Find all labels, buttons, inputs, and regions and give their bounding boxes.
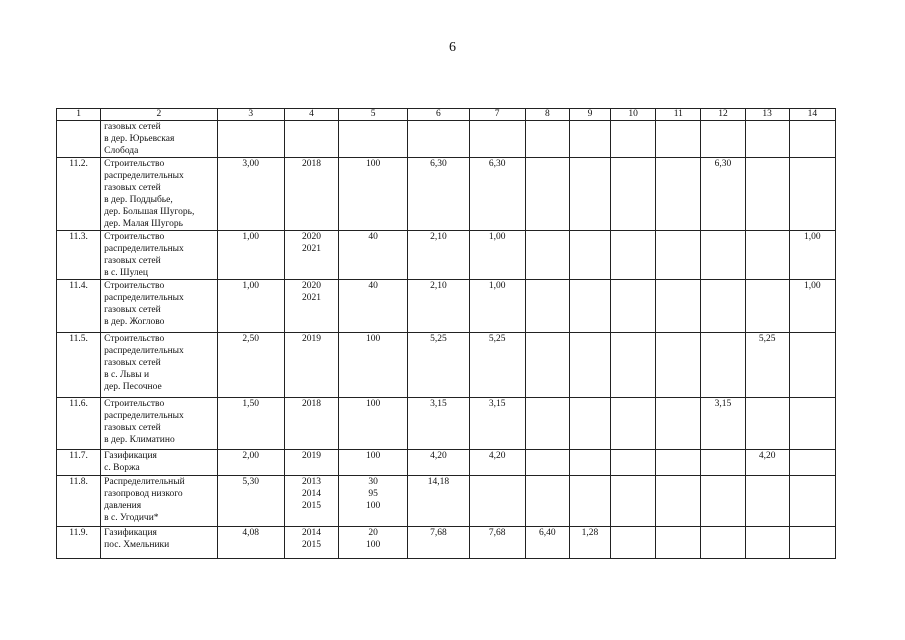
object-name-cell: газовых сетей в дер. Юрьевская Слобода [101,121,217,158]
value-cell [408,121,469,158]
value-cell: 4,20 [469,450,525,476]
value-cell: 7,68 [469,527,525,559]
value-cell [656,231,701,280]
row-number-cell: 11.4. [57,280,101,333]
object-name-cell: Строительство распределительных газовых сетей в дер. Климатино [101,398,217,450]
value-cell [656,158,701,231]
value-cell: 7,68 [408,527,469,559]
row-number-cell: 11.7. [57,450,101,476]
value-cell [525,280,569,333]
value-cell: 5,30 [217,476,284,527]
value-cell [525,333,569,398]
header-cell: 9 [569,109,610,121]
value-cell [284,121,338,158]
value-cell: 3,15 [469,398,525,450]
value-cell: 1,00 [789,280,835,333]
table-row [57,398,836,450]
value-cell [656,398,701,450]
value-cell: 3,15 [701,398,745,450]
value-cell [789,333,835,398]
value-cell [569,158,610,231]
table-row [57,121,836,158]
value-cell [656,121,701,158]
value-cell [701,476,745,527]
value-cell [656,476,701,527]
value-cell [569,333,610,398]
value-cell: 5,25 [469,333,525,398]
value-cell [611,450,656,476]
value-cell: 1,00 [217,231,284,280]
row-number-cell [57,121,101,158]
row-number-cell: 11.2. [57,158,101,231]
table-row [57,280,836,333]
value-cell: 2,00 [217,450,284,476]
object-name-cell: Газификация с. Воржа [101,450,217,476]
value-cell: 20 100 [339,527,408,559]
value-cell: 30 95 100 [339,476,408,527]
object-name-cell: Строительство распределительных газовых сетей в дер. Жоглово [101,280,217,333]
value-cell [525,231,569,280]
value-cell: 6,30 [701,158,745,231]
value-cell: 5,25 [408,333,469,398]
value-cell: 100 [339,333,408,398]
value-cell [569,398,610,450]
value-cell [569,121,610,158]
value-cell: 4,08 [217,527,284,559]
header-cell: 3 [217,109,284,121]
value-cell [701,280,745,333]
header-cell: 10 [611,109,656,121]
row-number-cell: 11.9. [57,527,101,559]
table-row [57,333,836,398]
value-cell [469,121,525,158]
object-name-cell: Строительство распределительных газовых сетей в с. Шулец [101,231,217,280]
value-cell: 6,40 [525,527,569,559]
value-cell: 100 [339,398,408,450]
value-cell: 6,30 [408,158,469,231]
value-cell: 1,50 [217,398,284,450]
value-cell: 2018 [284,158,338,231]
header-cell: 6 [408,109,469,121]
value-cell [469,476,525,527]
value-cell [569,450,610,476]
header-cell: 14 [789,109,835,121]
value-cell: 2019 [284,333,338,398]
data-table [56,108,836,559]
value-cell [611,280,656,333]
value-cell [569,476,610,527]
value-cell [217,121,284,158]
value-cell: 5,25 [745,333,789,398]
value-cell [611,231,656,280]
object-name-cell: Строительство распределительных газовых сетей в с. Львы и дер. Песочное [101,333,217,398]
value-cell: 14,18 [408,476,469,527]
header-cell: 7 [469,109,525,121]
value-cell [701,121,745,158]
value-cell: 2,50 [217,333,284,398]
value-cell [789,527,835,559]
value-cell: 1,00 [469,280,525,333]
value-cell: 100 [339,158,408,231]
value-cell [789,476,835,527]
value-cell [701,333,745,398]
value-cell: 1,00 [789,231,835,280]
header-cell: 4 [284,109,338,121]
value-cell [611,476,656,527]
value-cell: 1,00 [469,231,525,280]
table-row [57,450,836,476]
value-cell: 2,10 [408,231,469,280]
value-cell [569,280,610,333]
value-cell [701,231,745,280]
value-cell [789,158,835,231]
value-cell [525,158,569,231]
value-cell [745,121,789,158]
value-cell: 4,20 [745,450,789,476]
value-cell [745,398,789,450]
header-cell: 8 [525,109,569,121]
value-cell [789,398,835,450]
row-number-cell: 11.5. [57,333,101,398]
header-cell: 5 [339,109,408,121]
value-cell [569,231,610,280]
value-cell: 3,00 [217,158,284,231]
value-cell [611,398,656,450]
value-cell [525,398,569,450]
value-cell: 40 [339,280,408,333]
value-cell: 3,15 [408,398,469,450]
value-cell: 2020 2021 [284,280,338,333]
value-cell: 2019 [284,450,338,476]
value-cell [745,231,789,280]
object-name-cell: Распределительный газопровод низкого давления в с. Угодичи* [101,476,217,527]
header-cell: 1 [57,109,101,121]
value-cell: 2020 2021 [284,231,338,280]
value-cell: 4,20 [408,450,469,476]
value-cell: 2014 2015 [284,527,338,559]
value-cell: 1,28 [569,527,610,559]
value-cell [611,158,656,231]
header-cell: 12 [701,109,745,121]
value-cell [656,450,701,476]
header-row [57,109,836,121]
value-cell: 6,30 [469,158,525,231]
table-row [57,231,836,280]
value-cell [611,527,656,559]
value-cell [745,527,789,559]
value-cell [339,121,408,158]
value-cell [701,450,745,476]
value-cell: 2013 2014 2015 [284,476,338,527]
value-cell [525,121,569,158]
object-name-cell: Газификация пос. Хмельники [101,527,217,559]
value-cell: 2,10 [408,280,469,333]
value-cell: 40 [339,231,408,280]
value-cell [745,280,789,333]
value-cell [611,333,656,398]
value-cell [656,333,701,398]
value-cell [789,121,835,158]
value-cell [789,450,835,476]
table-row [57,476,836,527]
value-cell [611,121,656,158]
value-cell [656,280,701,333]
row-number-cell: 11.6. [57,398,101,450]
value-cell [656,527,701,559]
value-cell [745,476,789,527]
value-cell: 1,00 [217,280,284,333]
table-row [57,158,836,231]
table-row [57,527,836,559]
header-cell: 11 [656,109,701,121]
row-number-cell: 11.8. [57,476,101,527]
value-cell [525,450,569,476]
value-cell: 100 [339,450,408,476]
header-cell: 2 [101,109,217,121]
value-cell [525,476,569,527]
row-number-cell: 11.3. [57,231,101,280]
value-cell [701,527,745,559]
value-cell: 2018 [284,398,338,450]
page-number: 6 [449,40,456,55]
value-cell [745,158,789,231]
header-cell: 13 [745,109,789,121]
object-name-cell: Строительство распределительных газовых сетей в дер. Поддыбье, дер. Большая Шугорь, дер. Малая Шугорь [101,158,217,231]
